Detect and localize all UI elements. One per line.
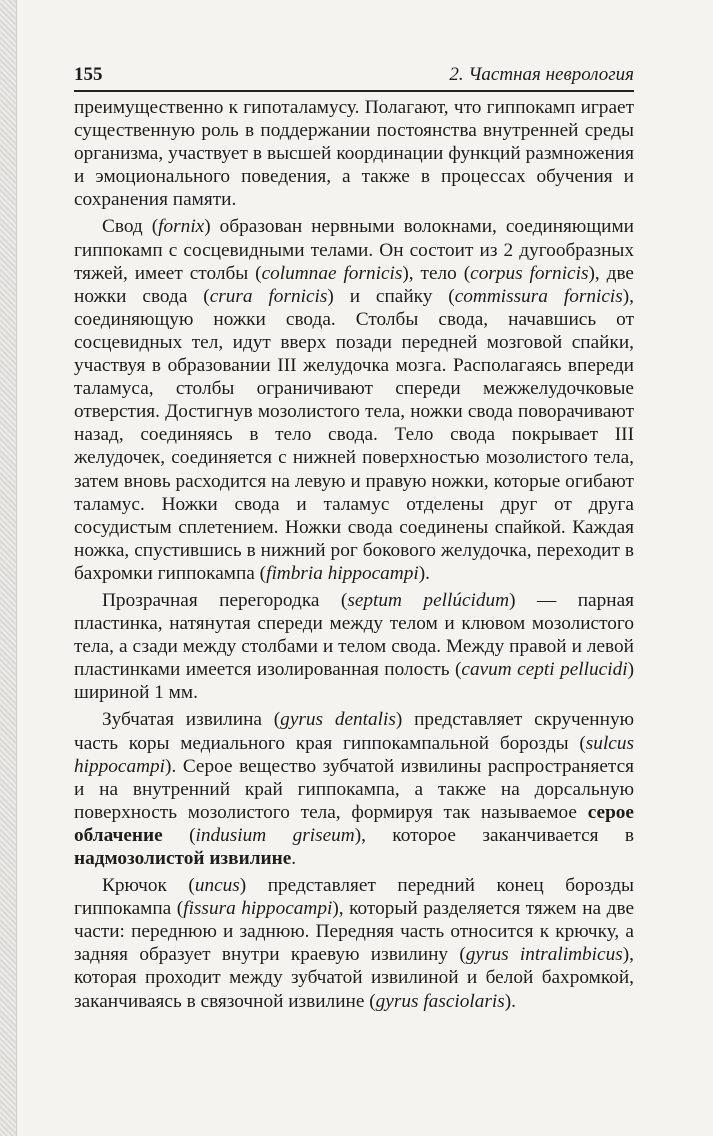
text-run: ), две ножки свода ( — [74, 262, 634, 307]
text-run: ), которая проходит между зубчатой извилиной и белой бахромкой, заканчиваясь в связочной извилине ( — [74, 944, 634, 1012]
latin-term: uncus — [194, 875, 240, 897]
text-run: . — [291, 848, 297, 869]
latin-term: columnae fornicis — [261, 262, 403, 284]
text-run: ) представляет скрученную часть коры медиального края гиппокампальной борозды ( — [74, 709, 634, 754]
body-text — [74, 96, 634, 1013]
text-run: ). Серое вещество зубчатой извилины распространяется и на внутренний край гиппокампа, а также на дорсальную поверхность мозолистого тела, формируя так называемое — [74, 755, 634, 823]
latin-term: indusium griseum — [195, 824, 355, 846]
text-run: ) — парная пластинка, натянутая спереди между телом и клювом мозолистого тела, а сзади между столбами и телом свода. Между правой и левой пластинками имеется изолированная полость ( — [74, 589, 634, 681]
bold-term: серое облачение — [74, 801, 634, 846]
running-head — [74, 64, 634, 92]
paragraph — [74, 96, 634, 211]
text-run: Свод ( — [102, 216, 159, 238]
page-binding-edge — [0, 0, 17, 1136]
text-run: ). — [504, 990, 516, 1012]
text-run: ) шириной 1 мм. — [74, 659, 634, 704]
latin-term: fissura hippocampi — [183, 898, 333, 920]
text-run: ) образован нервными волокнами, соединяющими гиппокамп с сосцевидными телами. Он состоит из 2 дугообразных тяжей, имеет столбы ( — [74, 216, 635, 284]
text-run: Зубчатая извилина ( — [102, 709, 281, 731]
latin-term: cavum cepti pellucidi — [461, 659, 628, 681]
paragraph — [74, 215, 634, 585]
text-run: ) и спайку ( — [327, 285, 455, 307]
page-number: 155 — [74, 64, 103, 85]
latin-term: gyrus intralimbicus — [465, 944, 623, 966]
latin-term: sulcus hippocampi — [74, 732, 634, 777]
latin-term: crura fornicis — [209, 285, 328, 307]
book-page — [74, 64, 634, 1013]
latin-term: commissura fornicis — [454, 285, 623, 307]
text-run: Крючок ( — [102, 875, 195, 897]
text-run: преимущественно к гипоталамусу. Полагают, что гиппокамп играет существенную роль в поддержании постоянства внутренней среды организма, участвует в высшей координации функций размножения и эмоционального поведения, а также в процессах обучения и сохранения памяти. — [74, 97, 634, 211]
text-run: ), тело ( — [402, 262, 471, 284]
text-run: ) представляет передний конец борозды гиппокампа ( — [74, 875, 634, 920]
latin-term: fimbria hippocampi — [266, 562, 419, 584]
text-run: ), соединяющую ножки свода. Столбы свода, начавшись от сосцевидных тел, идут вверх позади передней мозговой спайки, участвуя в образовании III желудочка мозга. Располагаясь впереди таламуса, столбы ограничивают спереди межжелудочковые отверстия. Достигнув мозолистого тела, ножки свода поворачивают назад, соединяясь в тело свода. Тело свода покрывает III желудочек, соединяется с нижней поверхностью мозолистого тела, затем вновь расходится на левую и правую ножки, которые огибают таламус. Ножки свода и таламус отделены друг от друга сосудистым сплетением. Ножки свода соединены спайкой. Каждая ножка, спустившись в нижний рог бокового желудочка, переходит в бахромки гиппокампа ( — [74, 285, 635, 584]
text-run: ). — [418, 562, 430, 584]
paragraph — [74, 589, 634, 704]
latin-term: gyrus dentalis — [280, 709, 396, 731]
bold-term: надмозолистой извилине — [74, 848, 292, 869]
latin-term: corpus fornicis — [470, 262, 589, 284]
text-run: ( — [162, 824, 196, 846]
text-run: ), который разделяется тяжем на две части: переднюю и заднюю. Передняя часть относится к крючку, а задняя образует внутри краевую извилину ( — [74, 898, 634, 966]
paragraph — [74, 874, 634, 1013]
latin-term: septum pellúcidum — [347, 589, 510, 611]
paragraph — [74, 708, 634, 870]
section-title: 2. Частная неврология — [449, 64, 634, 85]
text-run: Прозрачная перегородка ( — [102, 589, 348, 611]
latin-term: fornix — [158, 216, 205, 238]
text-run: ), которое заканчивается в — [354, 824, 634, 846]
latin-term: gyrus fasciolaris — [375, 990, 505, 1012]
